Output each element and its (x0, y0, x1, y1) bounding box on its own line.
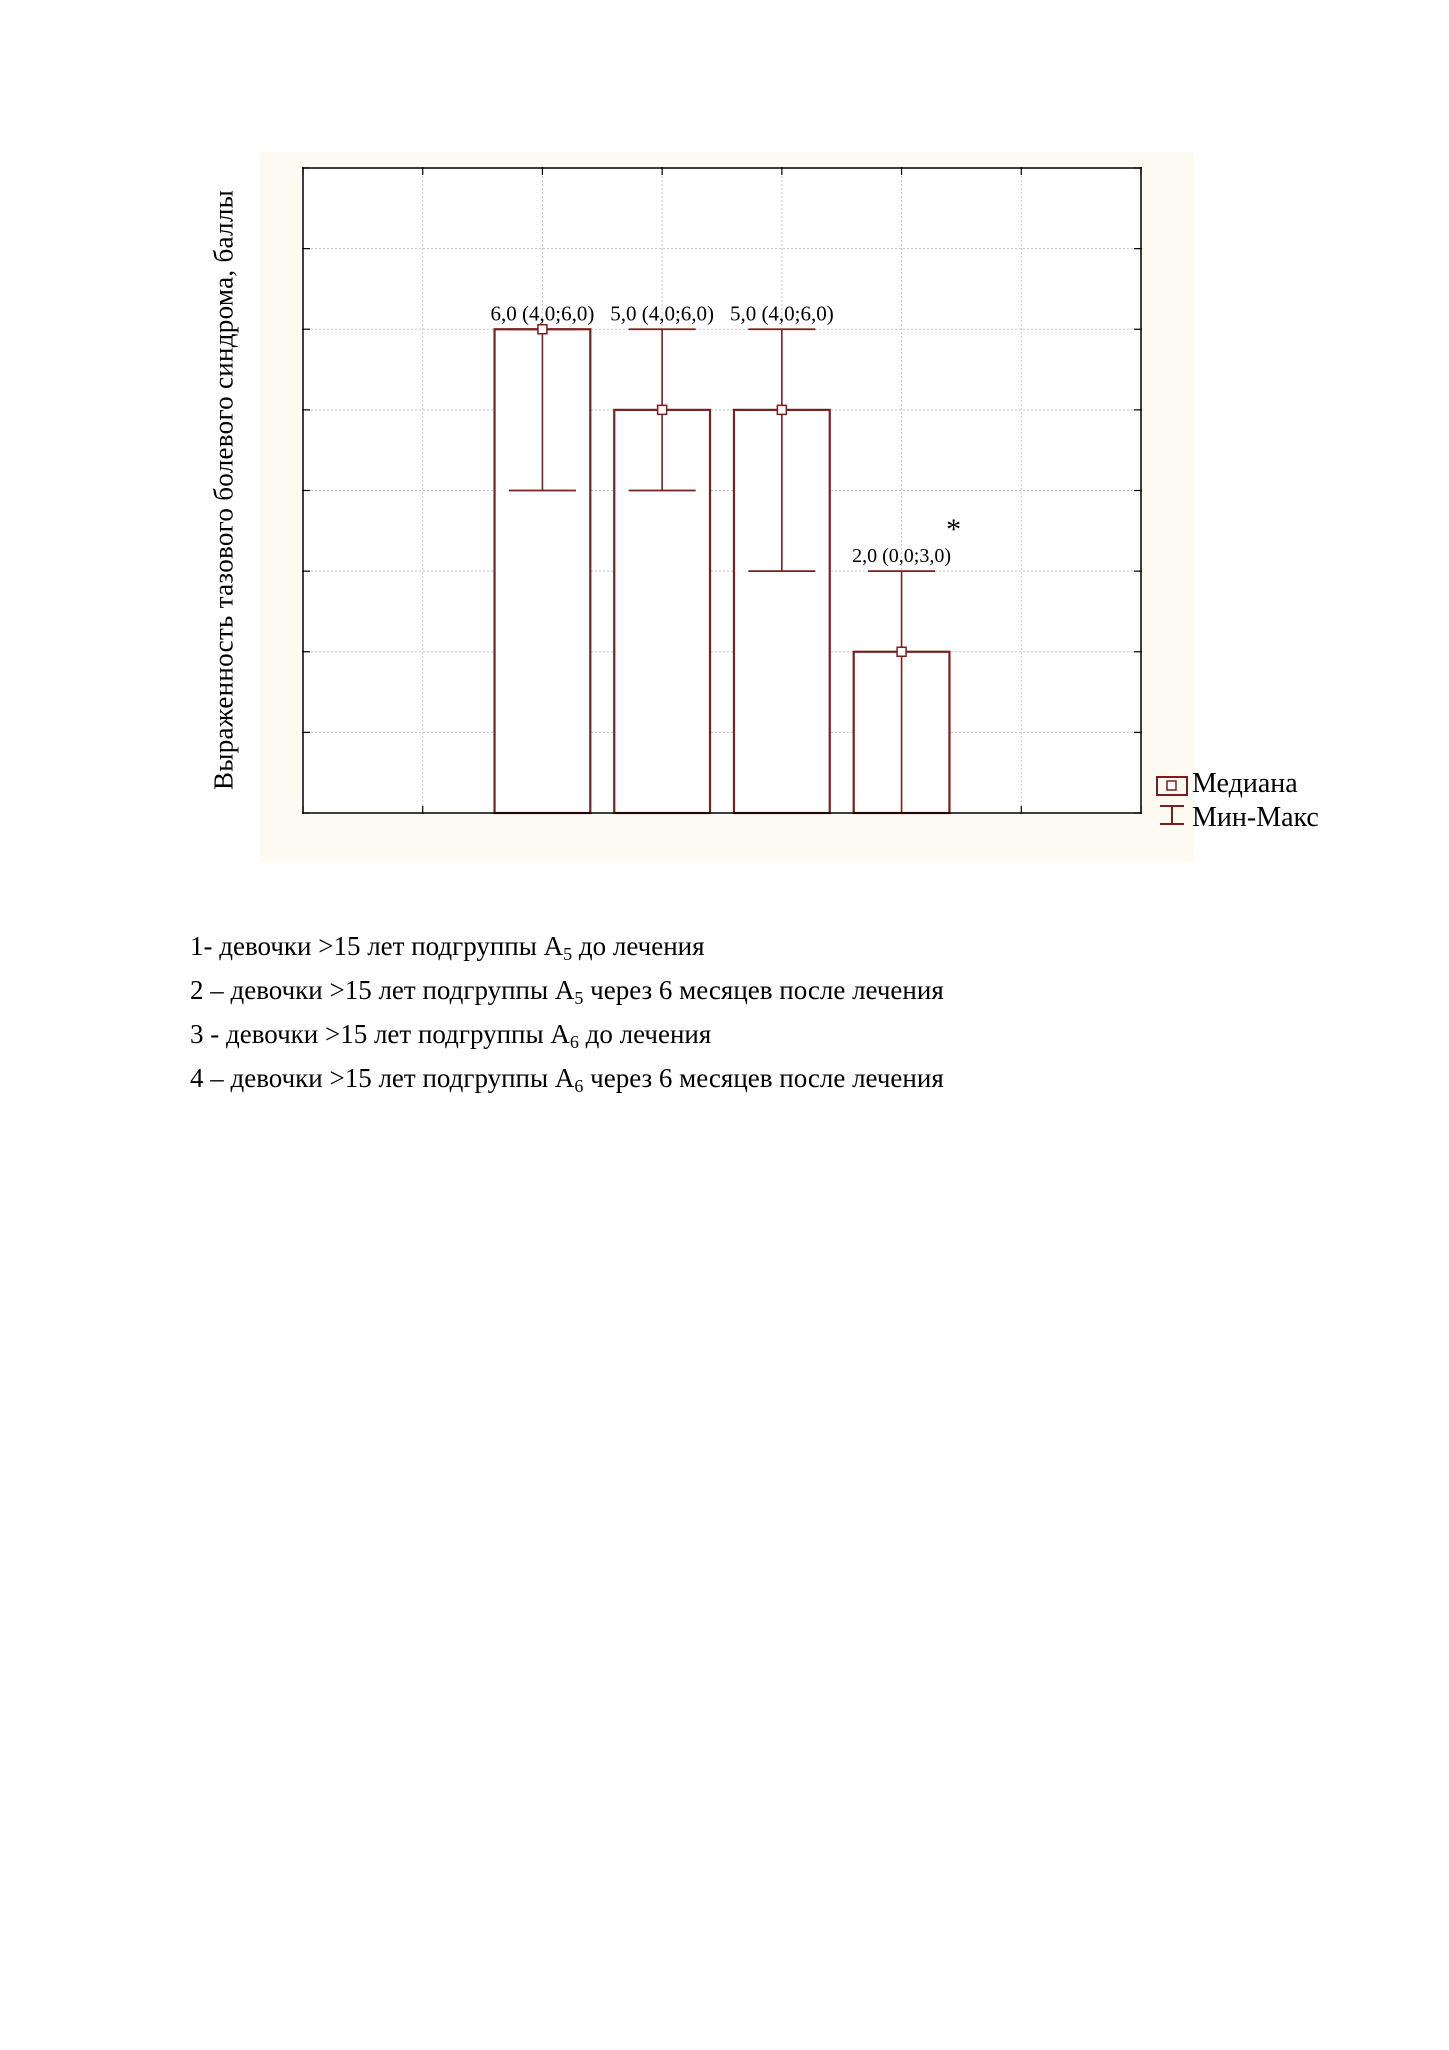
median-marker (538, 325, 547, 334)
caption-line: 2 – девочки >15 лет подгруппы $А_5$ через 6 месяцев после лечения (190, 975, 944, 1008)
caption-line: 4 – девочки >15 лет подгруппы $А_6$ через 6 месяцев после лечения (190, 1063, 944, 1096)
caption-line: 3 - девочки >15 лет подгруппы $А_6$ до лечения (190, 1019, 712, 1052)
data-label: 5,0 (4,0;6,0) (729, 301, 834, 326)
legend-minmax-label: Мин-Макс (1192, 802, 1319, 833)
data-label: 5,0 (4,0;6,0) (610, 301, 715, 326)
caption-line: 1- девочки >15 лет подгруппы $А_5$ до лечения (190, 931, 705, 964)
median-marker (658, 405, 667, 414)
captions (190, 924, 944, 1100)
legend-median-label: Медиана (1192, 768, 1298, 799)
significance-asterisk: * (946, 513, 962, 547)
data-label: 6,0 (4,0;6,0) (490, 301, 595, 326)
data-label: 2,0 (0,0;3,0) (852, 545, 952, 568)
median-marker (777, 405, 786, 414)
median-marker (897, 647, 906, 656)
